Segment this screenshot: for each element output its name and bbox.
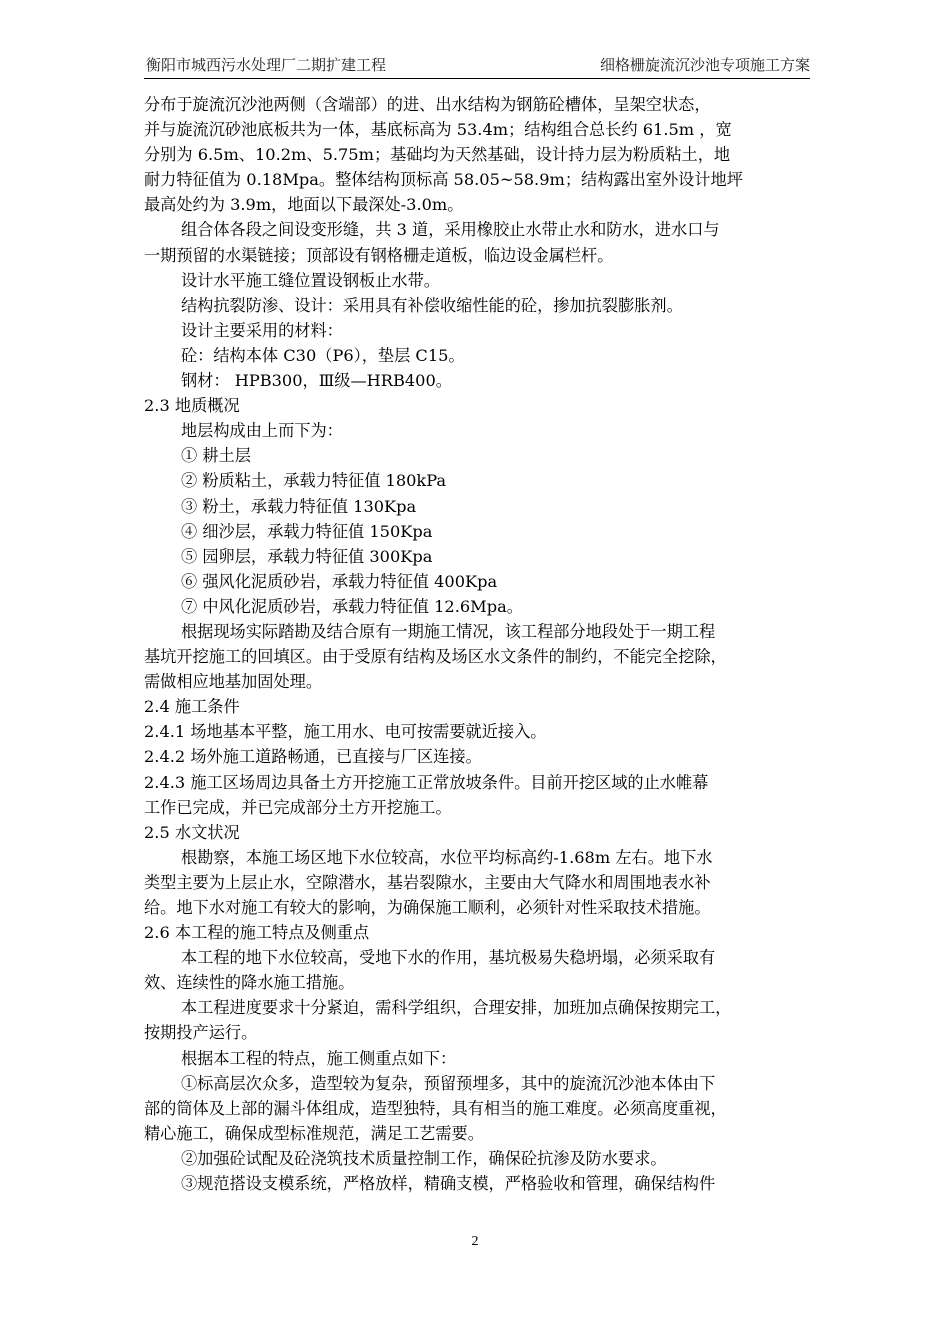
text-line: 地层构成由上而下为： — [181, 421, 343, 441]
text-line: 钢材： HPB300，Ⅲ级—HRB400。 — [181, 371, 452, 391]
text-line: 根据本工程的特点，施工侧重点如下： — [181, 1048, 457, 1068]
text-line: 2.4.3 施工区场周边具备土方开挖施工正常放坡条件。目前开挖区域的止水帷幕 — [144, 772, 709, 792]
text-line: 部的筒体及上部的漏斗体组成，造型独特，具有相当的施工难度。必须高度重视， — [144, 1098, 727, 1118]
text-line: ②加强砼试配及砼浇筑技术质量控制工作，确保砼抗渗及防水要求。 — [181, 1148, 667, 1168]
text-line: 2.5 水文状况 — [144, 822, 240, 842]
document-body — [144, 92, 814, 1196]
text-line: 耐力特征值为 0.18Mpa。整体结构顶标高 58.05~58.9m；结构露出室外设计地坪 — [144, 170, 743, 190]
text-line: 砼：结构本体 C30（P6），垫层 C15。 — [181, 345, 465, 365]
text-line: ④ 细沙层，承载力特征值 150Kpa — [181, 521, 433, 541]
text-line: ② 粉质粘土，承载力特征值 180kPa — [181, 471, 447, 491]
text-line: 根据现场实际踏勘及结合原有一期施工情况，该工程部分地段处于一期工程 — [181, 621, 716, 641]
text-line: 效、连续性的降水施工措施。 — [144, 973, 355, 993]
text-line: 2.4.1 场地基本平整，施工用水、电可按需要就近接入。 — [144, 722, 547, 742]
header-project-title: 衡阳市城西污水处理厂二期扩建工程 — [146, 56, 387, 74]
text-line: ③ 粉土，承载力特征值 130Kpa — [181, 496, 417, 516]
text-line: 工作已完成，并已完成部分土方开挖施工。 — [144, 797, 452, 817]
text-line: 2.4 施工条件 — [144, 697, 240, 717]
text-line: ① 耕土层 — [181, 446, 251, 466]
text-line: 最高处约为 3.9m，地面以下最深处-3.0m。 — [144, 195, 464, 215]
text-line: 分别为 6.5m、10.2m、5.75m；基础均为天然基础，设计持力层为粉质粘土，地 — [144, 145, 731, 165]
text-line: 设计主要采用的材料： — [181, 320, 343, 340]
text-line: ①标高层次众多，造型较为复杂，预留预埋多，其中的旋流沉沙池本体由下 — [181, 1073, 716, 1093]
header-document-title: 细格栅旋流沉沙池专项施工方案 — [599, 56, 810, 74]
page-number: 2 — [471, 1234, 479, 1249]
text-line: 结构抗裂防渗、设计：采用具有补偿收缩性能的砼，掺加抗裂膨胀剂。 — [181, 295, 683, 315]
text-line: 需做相应地基加固处理。 — [144, 672, 323, 692]
text-line: 本工程的地下水位较高，受地下水的作用，基坑极易失稳坍塌，必须采取有 — [181, 948, 716, 968]
text-line: 组合体各段之间设变形缝，共 3 道，采用橡胶止水带止水和防水，进水口与 — [181, 220, 720, 240]
text-line: 精心施工，确保成型标准规范，满足工艺需要。 — [144, 1123, 484, 1143]
text-line: 并与旋流沉砂池底板共为一体，基底标高为 53.4m；结构组合总长约 61.5m ，宽 — [144, 120, 732, 140]
text-line: 一期预留的水渠链接；顶部设有钢格栅走道板，临边设金属栏杆。 — [144, 245, 614, 265]
text-line: 根勘察，本施工场区地下水位较高，水位平均标高约-1.68m 左右。地下水 — [181, 847, 713, 867]
text-line: 分布于旋流沉沙池两侧（含端部）的进、出水结构为钢筋砼槽体，呈架空状态， — [144, 95, 711, 114]
text-line: 按期投产运行。 — [144, 1023, 258, 1043]
text-line: ⑤ 园卵层，承载力特征值 300Kpa — [181, 546, 433, 566]
text-line: 设计水平施工缝位置设钢板止水带。 — [181, 270, 440, 290]
text-line: 本工程进度要求十分紧迫，需科学组织，合理安排，加班加点确保按期完工， — [181, 998, 732, 1018]
text-line: 2.4.2 场外施工道路畅通，已直接与厂区连接。 — [144, 747, 482, 767]
text-line: 2.6 本工程的施工特点及侧重点 — [144, 923, 370, 943]
page-header — [144, 52, 810, 79]
text-line: 基坑开挖施工的回填区。由于受原有结构及场区水文条件的制约，不能完全挖除， — [144, 647, 727, 667]
text-line: ⑦ 中风化泥质砂岩，承载力特征值 12.6Mpa。 — [181, 596, 523, 616]
text-line: 给。地下水对施工有较大的影响，为确保施工顺利，必须针对性采取技术措施。 — [144, 898, 711, 917]
text-line: 类型主要为上层止水，空隙潜水，基岩裂隙水，主要由大气降水和周围地表水补 — [144, 872, 711, 892]
text-line: ⑥ 强风化泥质砂岩，承载力特征值 400Kpa — [181, 571, 498, 591]
text-line: ③规范搭设支模系统，严格放样，精确支模，严格验收和管理，确保结构件 — [181, 1174, 716, 1194]
text-line: 2.3 地质概况 — [144, 396, 240, 416]
